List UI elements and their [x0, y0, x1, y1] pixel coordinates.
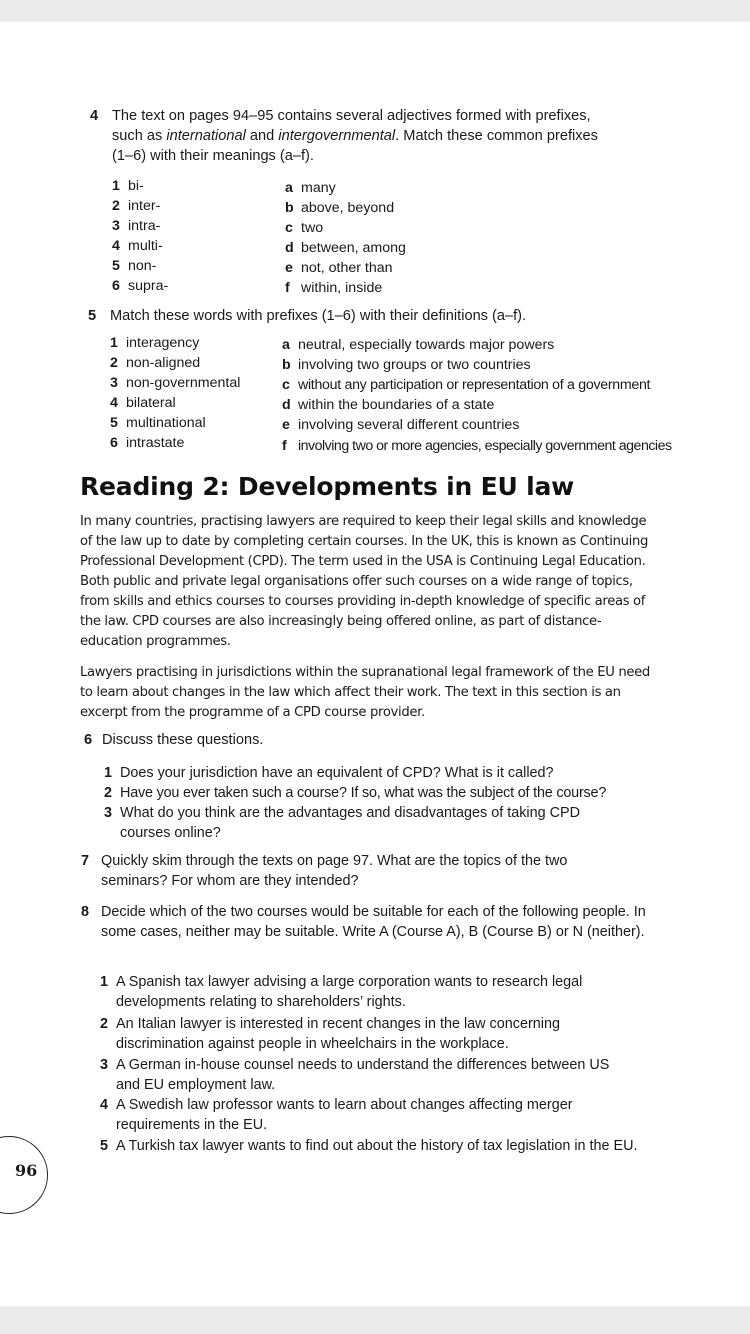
- item-letter: a: [285, 180, 293, 196]
- item-text: A Turkish tax lawyer wants to find out about the history of tax legislation in the EU.: [116, 1138, 638, 1154]
- item-text: intra-: [128, 218, 161, 234]
- item-letter: f: [285, 280, 290, 296]
- ex5-right-item: [282, 375, 650, 395]
- ex4-left-item: [112, 236, 163, 256]
- item-text: Does your jurisdiction have an equivalent of CPD? What is it called?: [120, 765, 554, 781]
- exercise-8-number: 8: [81, 904, 90, 920]
- exercise-8-text: Decide which of the two courses would be suitable for each of the following people. In some cases, neither may be suitable. Write A (Course A), B (Course B) or N (neither).: [101, 904, 646, 940]
- exercise-6-instruction: [84, 730, 684, 750]
- item-number: 1: [100, 974, 109, 990]
- item-text: inter-: [128, 198, 161, 214]
- exercise-5-number: 5: [88, 308, 97, 324]
- item-number: 5: [112, 258, 120, 274]
- item-number: 3: [110, 375, 118, 391]
- item-letter: c: [285, 220, 293, 236]
- ex5-left-item: [110, 413, 206, 433]
- item-text: bilateral: [126, 395, 176, 411]
- ex5-left-item: [110, 393, 176, 413]
- item-text: non-aligned: [126, 355, 201, 371]
- item-number: 4: [100, 1097, 109, 1113]
- item-number: 4: [110, 395, 118, 411]
- item-text: A German in-house counsel needs to understand the differences between US and EU employment law.: [116, 1057, 610, 1093]
- item-number: 6: [110, 435, 118, 451]
- top-bar: [0, 0, 750, 22]
- item-text: without any participation or representation of a government: [298, 377, 651, 393]
- item-text: involving several different countries: [298, 417, 520, 433]
- item-text: supra-: [128, 278, 169, 294]
- ex4-left-item: [112, 276, 168, 296]
- exercise-4-italic-intergovernmental: intergovernmental: [278, 128, 396, 144]
- item-text: within, inside: [301, 280, 383, 296]
- ex4-right-item: [285, 278, 382, 298]
- ex4-right-item: [285, 218, 323, 238]
- item-number: 1: [112, 178, 120, 194]
- item-number: 1: [104, 765, 113, 781]
- ex4-left-item: [112, 216, 160, 236]
- item-text: non-: [128, 258, 157, 274]
- ex8-item: [100, 1055, 636, 1095]
- ex4-right-item: [285, 198, 394, 218]
- item-text: two: [301, 220, 324, 236]
- item-text: neutral, especially towards major powers: [298, 337, 555, 353]
- item-text: A Spanish tax lawyer advising a large corporation wants to research legal developments relating to shareholders’ rights.: [116, 974, 583, 1010]
- reading-paragraph-2: Lawyers practising in jurisdictions within the supranational legal framework of the EU need to learn about changes in the law which affect their work. The text in this section is an excerpt from the programme of a CPD course provider.: [80, 665, 650, 720]
- exercise-6-number: 6: [84, 732, 93, 748]
- item-text: above, beyond: [301, 200, 395, 216]
- ex6-item: [104, 803, 620, 843]
- ex8-item: [100, 1014, 616, 1054]
- exercise-6-text: Discuss these questions.: [102, 732, 264, 748]
- item-number: 3: [112, 218, 120, 234]
- exercise-4-instruction: [90, 106, 690, 166]
- item-text: multinational: [126, 415, 206, 431]
- ex5-left-item: [110, 433, 184, 453]
- exercise-4-number: 4: [90, 108, 99, 124]
- ex5-right-item: [282, 335, 554, 355]
- item-number: 2: [104, 785, 113, 801]
- ex4-left-item: [112, 176, 144, 196]
- exercise-4-text-line-3: (1–6) with their meanings (a–f).: [112, 148, 314, 164]
- exercise-5-instruction: [88, 306, 708, 326]
- item-letter: b: [282, 357, 291, 373]
- item-text: not, other than: [301, 260, 393, 276]
- reading-heading: Reading 2: Developments in EU law: [80, 472, 575, 501]
- page-number-badge: [0, 1136, 48, 1214]
- ex8-item: [100, 1095, 636, 1135]
- item-letter: b: [285, 200, 294, 216]
- item-number: 2: [110, 355, 118, 371]
- item-number: 5: [100, 1138, 109, 1154]
- ex5-left-item: [110, 333, 199, 353]
- document-page: [0, 22, 750, 1306]
- exercise-4-text-2a: such as: [112, 128, 167, 144]
- ex5-left-item: [110, 373, 240, 393]
- reading-paragraph-1: In many countries, practising lawyers are required to keep their legal skills and knowledge of the law up to date by completing certain courses. In the UK, this is known as Continuing Professional Development (CPD). The term used in the USA is Continuing Legal Education. Both public and private legal organisations offer such courses on a wide range of topics, from skills and ethics courses to courses providing in-depth knowledge of specific areas of the law. CPD courses are also increasingly being offered online, as part of distance-education programmes.: [80, 514, 648, 649]
- item-text: An Italian lawyer is interested in recent changes in the law concerning discrimination against people in wheelchairs in the workplace.: [116, 1016, 560, 1052]
- exercise-4-text-2e: . Match these common prefixes: [395, 128, 598, 144]
- ex6-item: [104, 763, 660, 783]
- ex5-right-item: [282, 355, 531, 375]
- item-letter: c: [282, 377, 290, 393]
- item-text: within the boundaries of a state: [298, 397, 495, 413]
- item-text: involving two groups or two countries: [298, 357, 531, 373]
- item-number: 3: [100, 1057, 109, 1073]
- item-letter: e: [282, 417, 290, 433]
- item-letter: a: [282, 337, 290, 353]
- exercise-5-text: Match these words with prefixes (1–6) with their definitions (a–f).: [110, 308, 527, 324]
- ex4-right-item: [285, 178, 336, 198]
- item-number: 5: [110, 415, 118, 431]
- item-text: What do you think are the advantages and disadvantages of taking CPD courses online?: [120, 805, 580, 841]
- item-text: involving two or more agencies, especially government agencies: [298, 438, 672, 454]
- ex5-right-item: [282, 436, 672, 456]
- item-text: bi-: [128, 178, 144, 194]
- item-number: 1: [110, 335, 118, 351]
- exercise-4-text-line-1: The text on pages 94–95 contains several adjectives formed with prefixes,: [112, 108, 591, 124]
- item-text: many: [301, 180, 336, 196]
- item-text: between, among: [301, 240, 406, 256]
- item-text: A Swedish law professor wants to learn about changes affecting merger requirements in the EU.: [116, 1097, 573, 1133]
- item-letter: f: [282, 438, 287, 454]
- exercise-7-number: 7: [81, 853, 90, 869]
- item-letter: d: [282, 397, 291, 413]
- item-number: 2: [100, 1016, 109, 1032]
- item-number: 3: [104, 805, 113, 821]
- item-number: 4: [112, 238, 120, 254]
- ex5-right-item: [282, 415, 519, 435]
- item-number: 2: [112, 198, 120, 214]
- item-text: intrastate: [126, 435, 185, 451]
- ex8-item: [100, 1136, 646, 1156]
- item-text: non-governmental: [126, 375, 241, 391]
- exercise-4-text-2c: and: [245, 128, 279, 144]
- ex4-left-item: [112, 256, 156, 276]
- exercise-7-instruction: [81, 851, 621, 891]
- item-number: 6: [112, 278, 120, 294]
- exercise-8-instruction: [81, 902, 646, 942]
- ex5-left-item: [110, 353, 200, 373]
- ex6-item: [104, 783, 680, 803]
- exercise-4-italic-international: international: [166, 128, 246, 144]
- ex8-item: [100, 972, 636, 1012]
- item-letter: d: [285, 240, 294, 256]
- bottom-bar: [0, 1306, 750, 1334]
- exercise-7-text: Quickly skim through the texts on page 97. What are the topics of the two seminars? For whom are they intended?: [101, 853, 568, 889]
- item-letter: e: [285, 260, 293, 276]
- ex5-right-item: [282, 395, 494, 415]
- page-number: 96: [15, 1161, 38, 1180]
- ex4-left-item: [112, 196, 160, 216]
- ex4-right-item: [285, 258, 393, 278]
- item-text: multi-: [128, 238, 163, 254]
- item-text: interagency: [126, 335, 200, 351]
- item-text: Have you ever taken such a course? If so, what was the subject of the course?: [120, 785, 607, 801]
- ex4-right-item: [285, 238, 406, 258]
